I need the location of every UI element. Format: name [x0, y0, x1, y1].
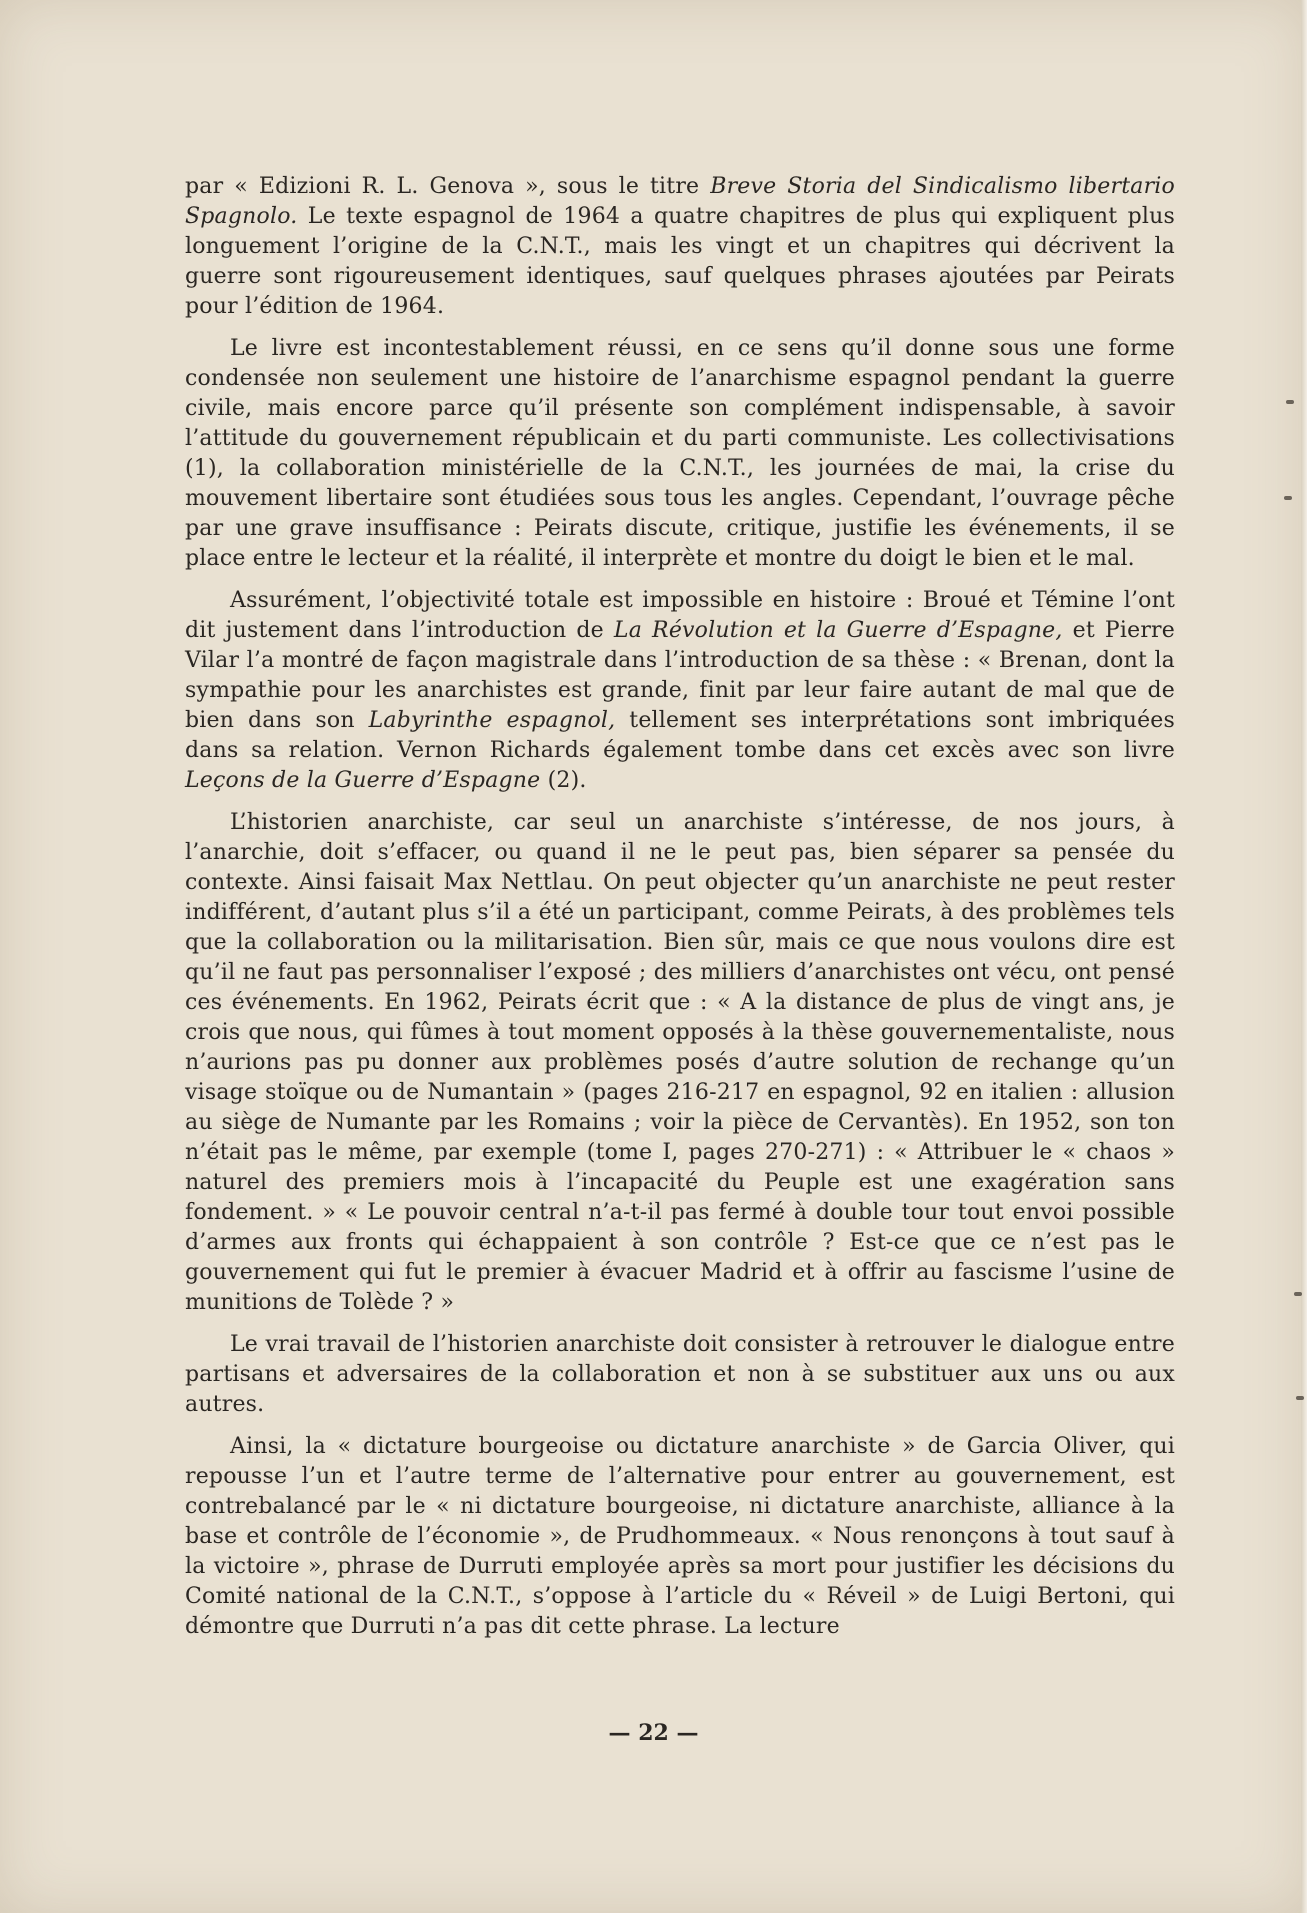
paragraph-4: L’historien anarchiste, car seul un anarchiste s’intéresse, de nos jours, à l’anarchie, doit s’effacer, ou quand il ne le peut pas, bien séparer sa pensée du contexte. Ainsi faisait Max Nettlau. On peut objecter qu’un anarchiste ne peut rester indifférent, d’autant plus s’il a été un participant, comme Peirats, à des problèmes tels que la collaboration ou la militarisation. Bien sûr, mais ce que nous voulons dire est qu’il ne faut pas personnaliser l’exposé ; des milliers d’anarchistes ont vécu, ont pensé ces événements. En 1962, Peirats écrit que : « A la distance de plus de vingt ans, je crois que nous, qui fûmes à tout moment opposés à la thèse gouvernementaliste, nous n’aurions pas pu donner aux problèmes posés d’autre solution de rechange qu’un visage stoïque ou de Numantain » (pages 216-217 en espagnol, 92 en italien : allusion au siège de Numante par les Romains ; voir la pièce de Cervantès). En 1952, son ton n’était pas le même, par exemple (tome I, pages 270-271) : « Attribuer le « chaos » naturel des premiers mois à l’incapacité du Peuple est une exagération sans fondement. » « Le pouvoir central n’a-t-il pas fermé à double tour tout envoi possible d’armes aux fronts qui échappaient à son contrôle ? Est-ce que ce n’est pas le gouvernement qui fut le premier à évacuer Madrid et à offrir au fascisme l’usine de munitions de Tolède ? » — [185, 810, 1175, 1315]
paragraph-1: par « Edizioni R. L. Genova », sous le titre Breve Storia del Sindicalismo libertario Spagnolo. Le texte espagnol de 1964 a quatre chapitres de plus qui expliquent plus longuement l’origine de la C.N.T., mais les vingt et un chapitres qui décrivent la guerre sont rigoureusement identiques, sauf quelques phrases ajoutées par Peirats pour l’édition de 1964. — [185, 174, 1175, 319]
margin-mark — [1294, 1292, 1302, 1296]
paragraph-5: Le vrai travail de l’historien anarchiste doit consister à retrouver le dialogue entre partisans et adversaires de la collaboration et non à se substituer aux uns ou aux autres. — [185, 1332, 1175, 1417]
paragraph-3: Assurément, l’objectivité totale est impossible en histoire : Broué et Témine l’ont dit justement dans l’introduction de La Révolution et la Guerre d’Espagne, et Pierre Vilar l’a montré de façon magistrale dans l’introduction de sa thèse : « Brenan, dont la sympathie pour les anarchistes est grande, finit par leur faire autant de mal que de bien dans son Labyrinthe espagnol, tellement ses interprétations sont imbriquées dans sa relation. Vernon Richards également tombe dans cet excès avec son livre Leçons de la Guerre d’Espagne (2). — [185, 588, 1175, 793]
margin-mark — [1296, 1396, 1304, 1400]
body-text — [185, 172, 1175, 1654]
paper-edge — [1301, 0, 1307, 1913]
margin-mark — [1286, 400, 1294, 404]
paragraph-6: Ainsi, la « dictature bourgeoise ou dictature anarchiste » de Garcia Oliver, qui repousse l’un et l’autre terme de l’alternative pour entrer au gouvernement, est contrebalancé par le « ni dictature bourgeoise, ni dictature anarchiste, alliance à la base et contrôle de l’économie », de Prudhommeaux. « Nous renonçons à tout sauf à la victoire », phrase de Durruti employée après sa mort pour justifier les décisions du Comité national de la C.N.T., s’oppose à l’article du « Réveil » de Luigi Bertoni, qui démontre que Durruti n’a pas dit cette phrase. La lecture — [185, 1434, 1175, 1639]
margin-mark — [1284, 496, 1292, 500]
page-number: — 22 — — [608, 1720, 699, 1746]
paragraph-2: Le livre est incontestablement réussi, en ce sens qu’il donne sous une forme condensée non seulement une histoire de l’anarchisme espagnol pendant la guerre civile, mais encore parce qu’il présente son complément indispensable, à savoir l’attitude du gouvernement républicain et du parti communiste. Les collectivisations (1), la collaboration ministérielle de la C.N.T., les journées de mai, la crise du mouvement libertaire sont étudiées sous tous les angles. Cependant, l’ouvrage pêche par une grave insuffisance : Peirats discute, critique, justifie les événements, il se place entre le lecteur et la réalité, il interprète et montre du doigt le bien et le mal. — [185, 336, 1175, 571]
